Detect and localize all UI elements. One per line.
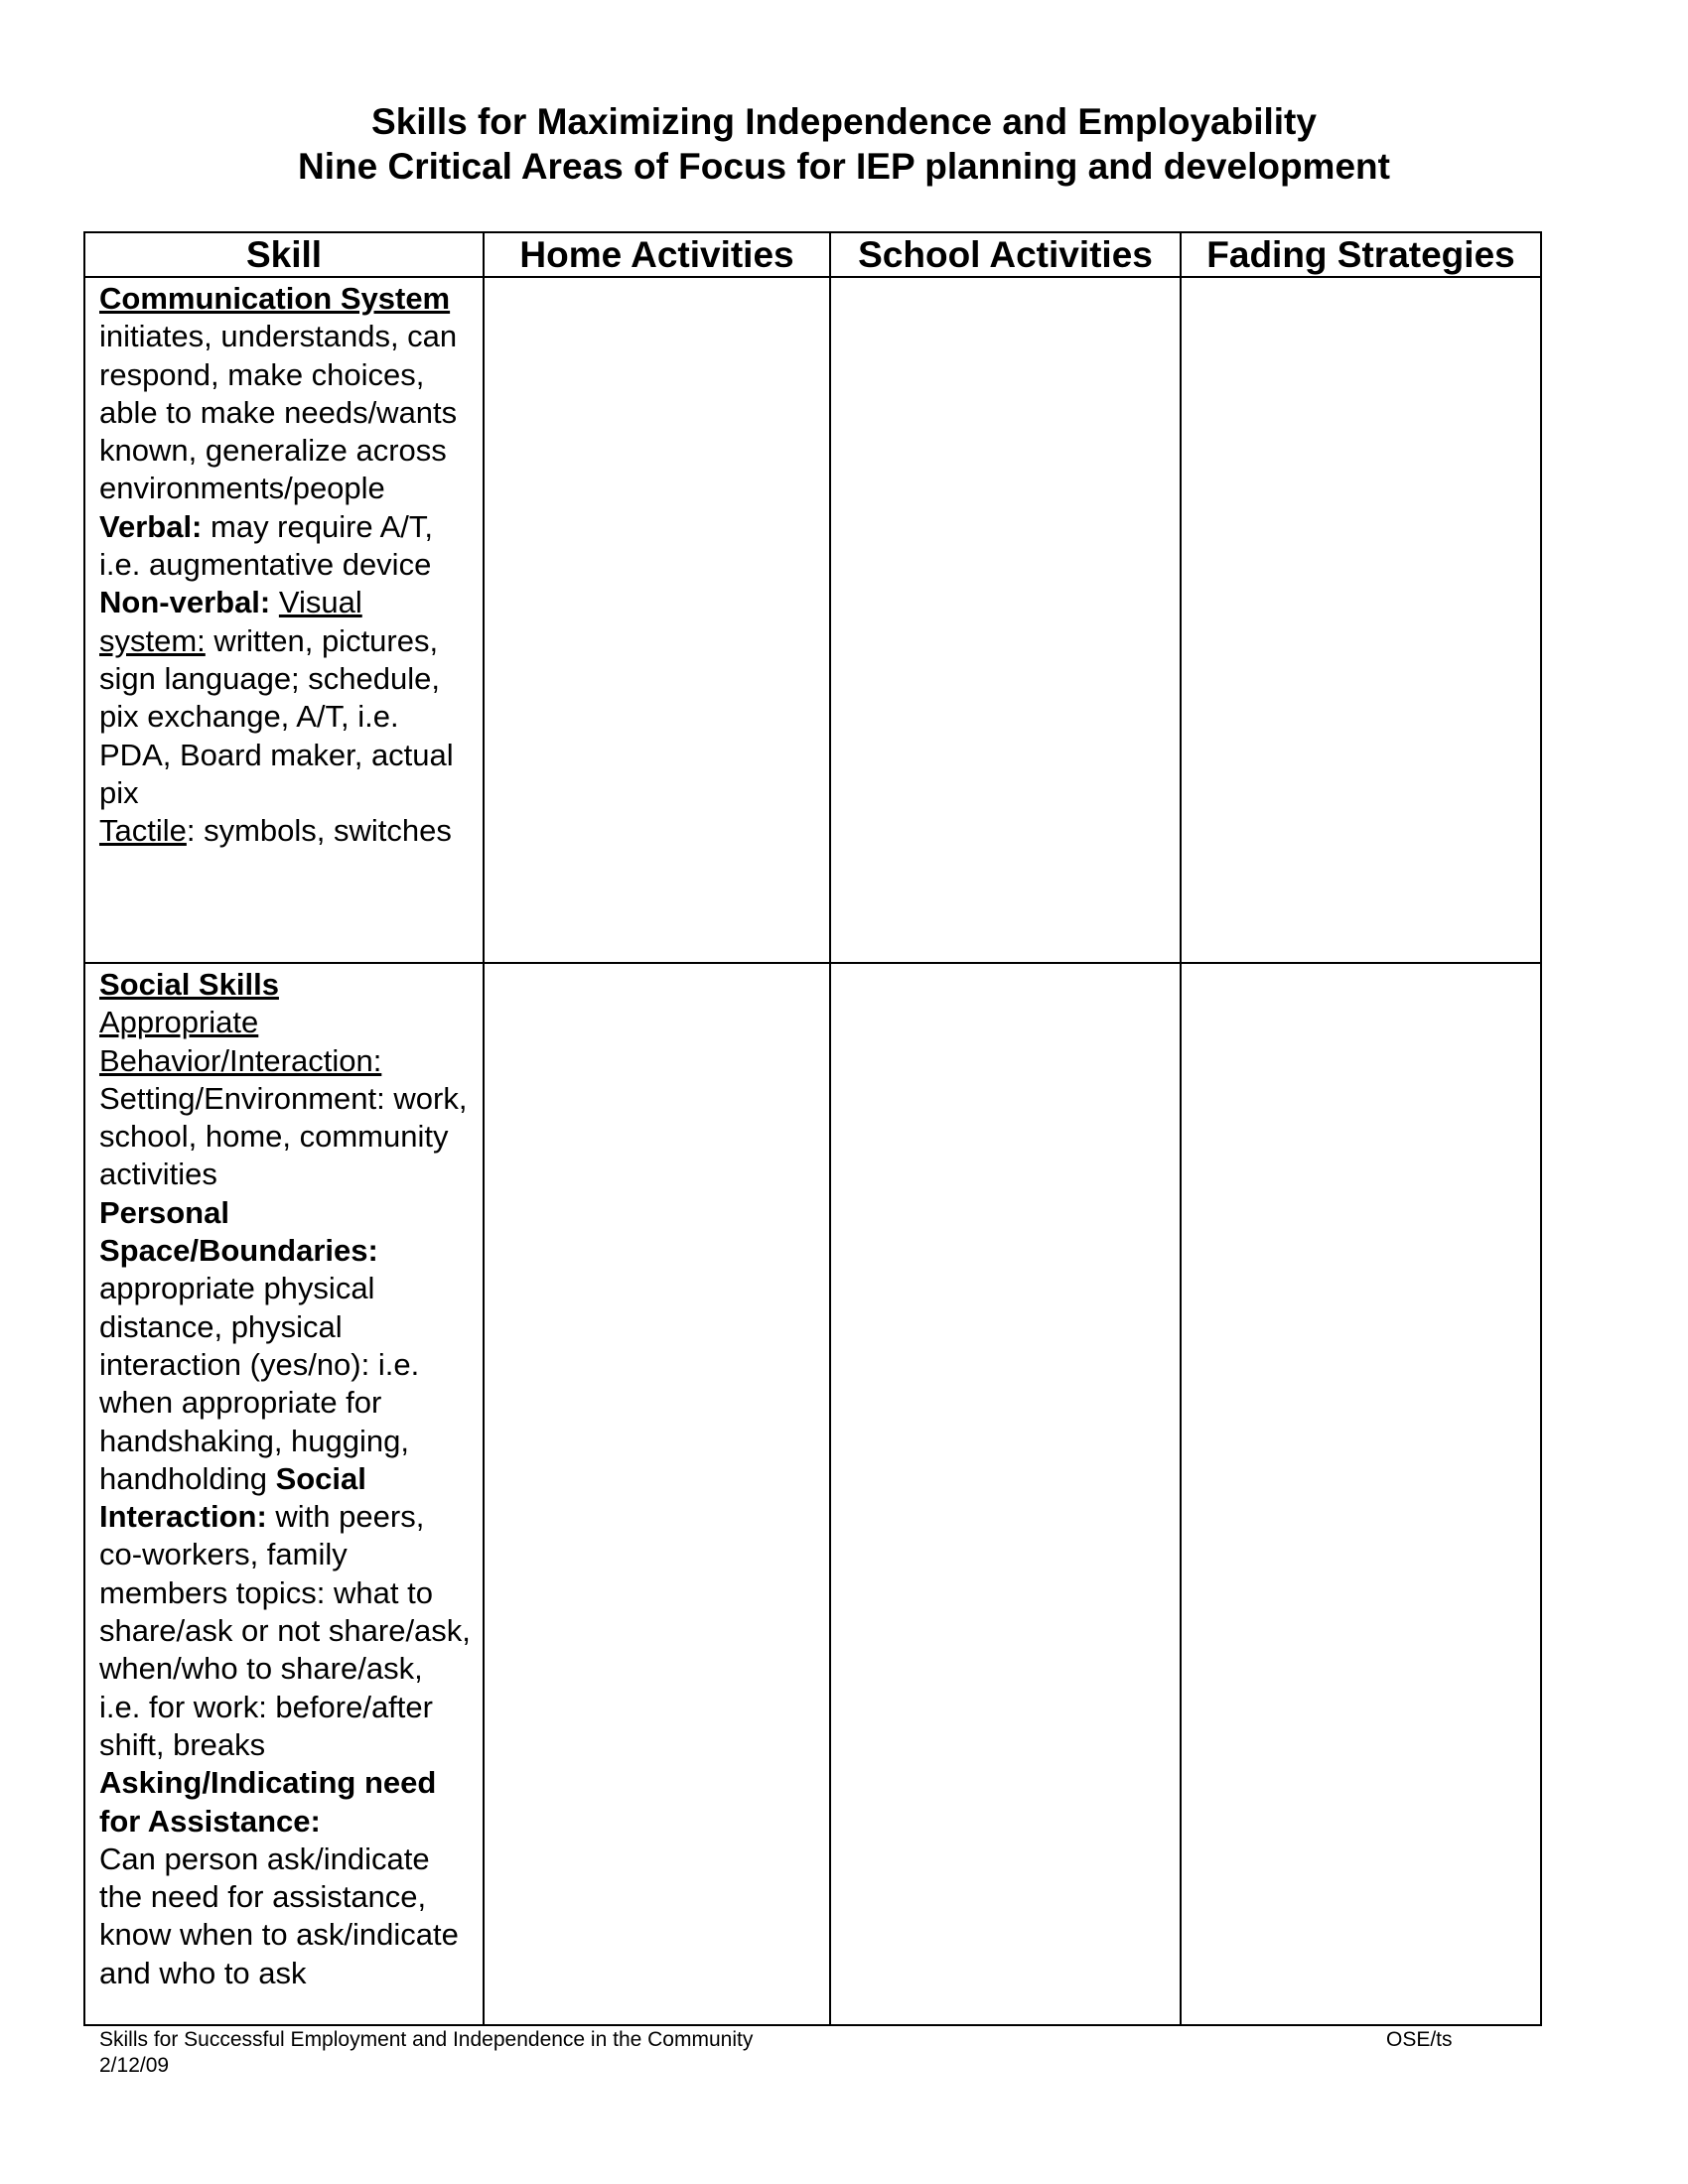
behavior-label: Appropriate Behavior/Interaction: xyxy=(99,1005,382,1078)
assist-label: Asking/Indicating need for Assistance: xyxy=(99,1765,437,1839)
table-header-row xyxy=(84,232,1541,277)
visual-text: written, pictures, sign language; schedule, pix exchange, A/T, i.e. PDA, Board maker, actual pix xyxy=(99,622,454,810)
verbal-label: Verbal: xyxy=(99,508,203,544)
title-line-2: Nine Critical Areas of Focus for IEP planning and development xyxy=(298,146,1390,187)
tactile-label: Tactile xyxy=(99,813,187,849)
skill-cell-social xyxy=(84,963,484,2025)
skills-table xyxy=(83,231,1542,2026)
space-text: appropriate physical distance, physical interaction (yes/no): i.e. when appropriate for handshaking, hugging, handholding xyxy=(99,1271,420,1496)
column-header-skill: Skill xyxy=(84,232,484,277)
visual-label: Visual system: xyxy=(99,585,362,658)
footer-title: Skills for Successful Employment and Independence in the Community xyxy=(99,2028,754,2051)
page-title xyxy=(0,99,1688,189)
table-row xyxy=(84,963,1541,2025)
fading-strategies-cell[interactable] xyxy=(1181,963,1541,2025)
school-activities-cell[interactable] xyxy=(830,963,1181,2025)
home-activities-cell[interactable] xyxy=(484,277,830,963)
column-header-school-activities: School Activities xyxy=(830,232,1181,277)
tactile-text: : symbols, switches xyxy=(186,813,452,849)
interaction-label: Social Interaction: xyxy=(99,1460,366,1535)
footer-right: OSE/ts xyxy=(1386,2028,1453,2051)
school-activities-cell[interactable] xyxy=(830,277,1181,963)
column-header-home-activities: Home Activities xyxy=(484,232,830,277)
skill-intro: initiates, understands, can respond, make choices, able to make needs/wants known, generalize across environments/people xyxy=(99,319,458,506)
footer-date: 2/12/09 xyxy=(99,2054,170,2077)
assist-text: Can person ask/indicate the need for assistance, know when to ask/indicate and who to ask xyxy=(99,1841,459,1990)
nonverbal-label: Non-verbal: xyxy=(99,585,271,620)
fading-strategies-cell[interactable] xyxy=(1181,277,1541,963)
interaction-text: with peers, co-workers, family members topics: what to share/ask or not share/ask, when/who to share/ask, i.e. for work: before/after shift, breaks xyxy=(99,1499,471,1762)
footer-left xyxy=(99,2027,753,2079)
behavior-text: Setting/Environment: work, school, home, community activities xyxy=(99,1080,468,1192)
space-label: Personal Space/Boundaries: xyxy=(99,1194,378,1269)
column-header-fading-strategies: Fading Strategies xyxy=(1181,232,1541,277)
skill-cell-communication xyxy=(84,277,484,963)
table-row xyxy=(84,277,1541,963)
skill-title: Social Skills xyxy=(99,967,279,1002)
skill-title: Communication System xyxy=(99,281,451,316)
title-line-1: Skills for Maximizing Independence and Employability xyxy=(371,101,1317,142)
home-activities-cell[interactable] xyxy=(484,963,830,2025)
verbal-text: may require A/T, i.e. augmentative device xyxy=(99,508,433,583)
